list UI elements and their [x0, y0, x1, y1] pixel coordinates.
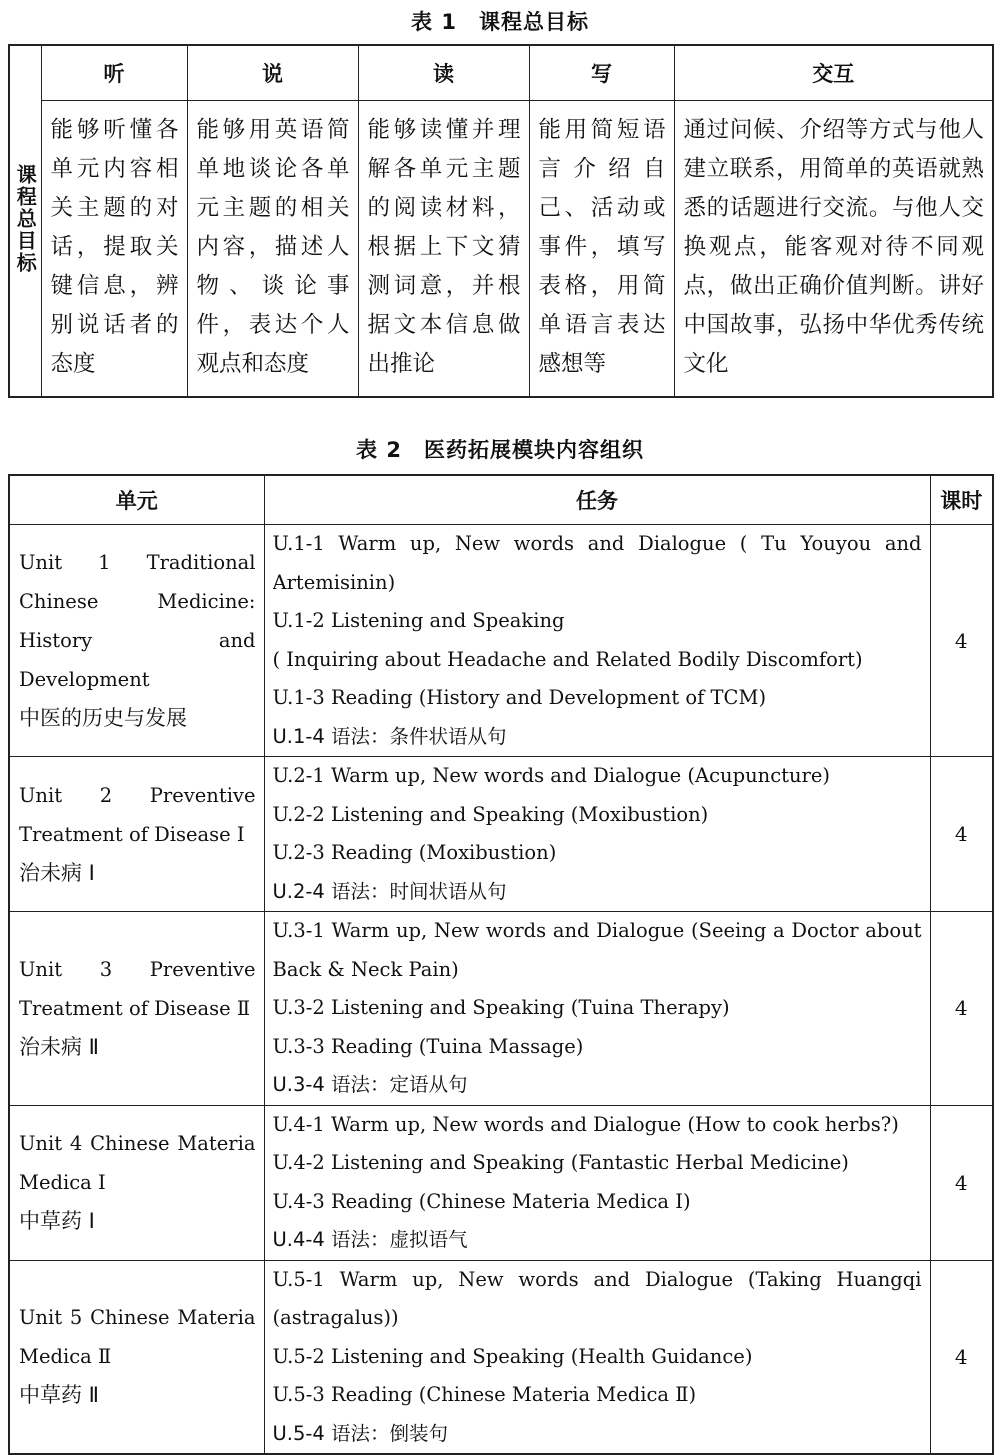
unit-name-en: Unit 2 Preventive Treatment of Disease Ⅰ [19, 783, 256, 846]
task-item: U.2-2 Listening and Speaking (Moxibustion) [272, 802, 709, 826]
table1-caption: 表 1 课程总目标 [411, 10, 589, 34]
unit-name-en: Unit 3 Preventive Treatment of Disease Ⅱ [19, 957, 256, 1020]
cell-speaking: 能够用英语简单地谈论各单元主题的相关内容，描述人物、谈论事件，表达个人观点和态度 [187, 101, 358, 398]
task-item: U.1-1 Warm up, New words and Dialogue ( Tu Youyou and Artemisinin) [272, 532, 922, 594]
unit-cell [9, 912, 264, 1106]
cell-reading: 能够读懂并理解各单元主题的阅读材料，根据上下文猜测词意，并根据文本信息做出推论 [358, 101, 529, 398]
task-item: U.5-2 Listening and Speaking (Health Guidance) [272, 1344, 753, 1368]
header-hours: 课时 [930, 475, 993, 525]
task-item: U.2-3 Reading (Moxibustion) [272, 841, 557, 864]
cell-listening: 能够听懂各单元内容相关主题的对话，提取关键信息，辨别说话者的态度 [41, 101, 187, 398]
course-goals-side-label: 课程总目标 [9, 45, 41, 397]
header-unit: 单元 [9, 475, 264, 525]
hours-cell: 4 [930, 912, 993, 1106]
course-goals-table [8, 44, 994, 398]
hours-cell: 4 [930, 1260, 993, 1454]
table-row [9, 757, 993, 912]
task-item: U.3-1 Warm up, New words and Dialogue (Seeing a Doctor about Back & Neck Pain) [272, 919, 922, 981]
task-item: ( Inquiring about Headache and Related Bodily Discomfort) [272, 647, 863, 671]
unit-name-cn: 治未病 Ⅱ [19, 1034, 100, 1059]
task-item: U.5-1 Warm up, New words and Dialogue (Taking Huangqi (astragalus)) [272, 1267, 922, 1329]
tasks-cell [264, 757, 930, 912]
table-row [9, 912, 993, 1106]
unit-name-cn: 中草药 Ⅰ [19, 1209, 95, 1233]
unit-name-cn: 治未病 Ⅰ [19, 860, 95, 885]
task-item: U.2-1 Warm up, New words and Dialogue (Acupuncture) [272, 764, 830, 787]
unit-name-en: Unit 1 Traditional Chinese Medicine: History and Development [19, 551, 256, 691]
tasks-cell [264, 1105, 930, 1260]
unit-cell [9, 525, 264, 757]
task-item: U.1-4 语法：条件状语从句 [272, 724, 507, 748]
tasks-cell [264, 525, 930, 757]
unit-name-cn: 中草药 Ⅱ [19, 1383, 100, 1408]
task-item: U.3-4 语法：定语从句 [272, 1073, 468, 1096]
header-tasks: 任务 [264, 475, 930, 525]
task-item: U.1-2 Listening and Speaking [272, 609, 565, 632]
module-content-table [8, 474, 994, 1455]
unit-cell [9, 1260, 264, 1454]
task-item: U.1-3 Reading (History and Development of TCM) [272, 686, 767, 709]
task-item: U.5-4 语法：倒装句 [272, 1421, 449, 1445]
unit-name-cn: 中医的历史与发展 [19, 706, 187, 730]
unit-name-en: Unit 4 Chinese Materia Medica Ⅰ [19, 1132, 256, 1194]
cell-interaction: 通过问候、介绍等方式与他人建立联系，用简单的英语就熟悉的话题进行交流。与他人交换观点，能客观对待不同观点，做出正确价值判断。讲好中国故事，弘扬中华优秀传统文化 [674, 101, 993, 398]
task-item: U.3-3 Reading (Tuina Massage) [272, 1034, 584, 1058]
table1-body-row [9, 101, 993, 398]
header-listening: 听 [41, 45, 187, 101]
hours-cell: 4 [930, 757, 993, 912]
unit-cell [9, 757, 264, 912]
table1-header-row [9, 45, 993, 101]
table2-caption: 表 2 医药拓展模块内容组织 [356, 438, 644, 462]
header-interaction: 交互 [674, 45, 993, 101]
tasks-cell [264, 1260, 930, 1454]
header-speaking: 说 [187, 45, 358, 101]
task-item: U.2-4 语法：时间状语从句 [272, 879, 507, 903]
unit-cell [9, 1105, 264, 1260]
hours-cell: 4 [930, 525, 993, 757]
table-row [9, 1105, 993, 1260]
task-item: U.4-4 语法：虚拟语气 [272, 1228, 468, 1251]
header-reading: 读 [358, 45, 529, 101]
hours-cell: 4 [930, 1105, 993, 1260]
task-item: U.3-2 Listening and Speaking (Tuina Therapy) [272, 996, 730, 1019]
table-row [9, 525, 993, 757]
cell-writing: 能用简短语言介绍自己、活动或事件，填写表格，用简单语言表达感想等 [529, 101, 674, 398]
header-writing: 写 [529, 45, 674, 101]
task-item: U.4-1 Warm up, New words and Dialogue (How to cook herbs?) [272, 1112, 899, 1136]
task-item: U.4-2 Listening and Speaking (Fantastic Herbal Medicine) [272, 1151, 849, 1174]
table2-header-row [9, 475, 993, 525]
task-item: U.5-3 Reading (Chinese Materia Medica Ⅱ) [272, 1383, 697, 1406]
table-row [9, 1260, 993, 1454]
task-item: U.4-3 Reading (Chinese Materia Medica Ⅰ) [272, 1189, 691, 1213]
unit-name-en: Unit 5 Chinese Materia Medica Ⅱ [19, 1306, 256, 1369]
tasks-cell [264, 912, 930, 1106]
